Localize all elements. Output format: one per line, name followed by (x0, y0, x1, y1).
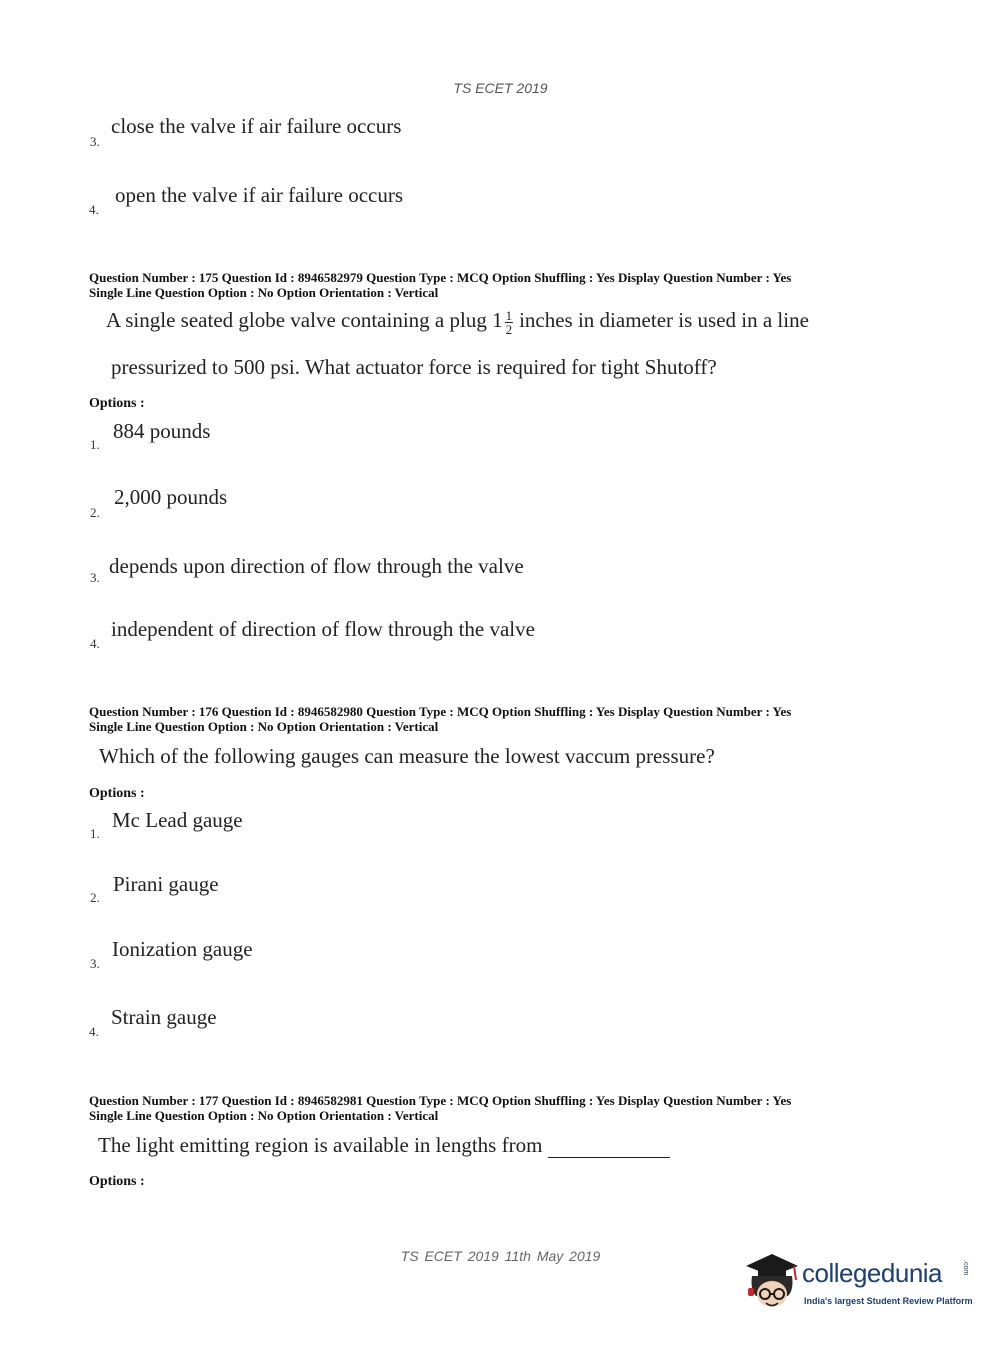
option-number: 4. (90, 636, 100, 651)
logo-tagline: India's largest Student Review Platform (804, 1296, 973, 1306)
option-text: Pirani gauge (113, 872, 219, 896)
question-text-part: inches in diameter is used in a line (519, 308, 809, 332)
question-text-part: The light emitting region is available in lengths from (98, 1133, 543, 1157)
fraction-denominator: 2 (505, 321, 513, 337)
option-number: 4. (89, 1024, 99, 1039)
question-text (98, 1133, 670, 1158)
collegedunia-logo (742, 1250, 972, 1320)
question-meta-line: Question Number : 177 Question Id : 8946582981 Question Type : MCQ Option Shuffling : Yes Display Question Number : Yes (89, 1093, 792, 1108)
question-meta-line: Question Number : 175 Question Id : 8946582979 Question Type : MCQ Option Shuffling : Yes Display Question Number : Yes (89, 270, 792, 285)
option-text: close the valve if air failure occurs (111, 114, 402, 138)
answer-blank (548, 1139, 670, 1158)
option-number: 2. (90, 505, 100, 520)
fraction-numerator: 1 (505, 307, 513, 323)
options-label: Options : (89, 786, 145, 801)
option-text: 2,000 pounds (114, 485, 228, 509)
logo-com-text: .com (962, 1260, 969, 1276)
question-meta-line: Single Line Question Option : No Option Orientation : Vertical (89, 1108, 439, 1123)
option-text: depends upon direction of flow through the valve (109, 554, 524, 578)
option-text: Mc Lead gauge (112, 808, 243, 832)
option-number: 1. (90, 826, 100, 841)
page-header-title: TS ECET 2019 (453, 80, 548, 96)
option-text: Ionization gauge (112, 937, 253, 961)
mascot-icon (742, 1250, 802, 1320)
option-number: 3. (90, 956, 100, 971)
options-label: Options : (89, 396, 145, 411)
option-text: independent of direction of flow through the valve (111, 617, 535, 641)
question-text-part: A single seated globe valve containing a plug 1 (106, 308, 503, 332)
question-text (106, 308, 809, 336)
question-text: Which of the following gauges can measure the lowest vaccum pressure? (99, 744, 715, 768)
question-text-line2: pressurized to 500 psi. What actuator force is required for tight Shutoff? (111, 355, 717, 379)
question-meta-line: Question Number : 176 Question Id : 8946582980 Question Type : MCQ Option Shuffling : Yes Display Question Number : Yes (89, 704, 792, 719)
option-text: open the valve if air failure occurs (115, 183, 404, 207)
option-number: 3. (90, 134, 100, 149)
option-number: 2. (90, 890, 100, 905)
option-number: 4. (89, 202, 99, 217)
question-meta-line: Single Line Question Option : No Option Orientation : Vertical (89, 719, 439, 734)
option-number: 1. (90, 437, 100, 452)
option-number: 3. (90, 570, 100, 585)
logo-brand-text: collegedunia (802, 1258, 943, 1288)
option-text: 884 pounds (113, 419, 211, 443)
options-label: Options : (89, 1174, 145, 1189)
fraction (505, 309, 514, 336)
question-meta-line: Single Line Question Option : No Option Orientation : Vertical (89, 285, 439, 300)
page-footer-text: TS ECET 2019 11th May 2019 (400, 1248, 601, 1264)
option-text: Strain gauge (111, 1005, 217, 1029)
